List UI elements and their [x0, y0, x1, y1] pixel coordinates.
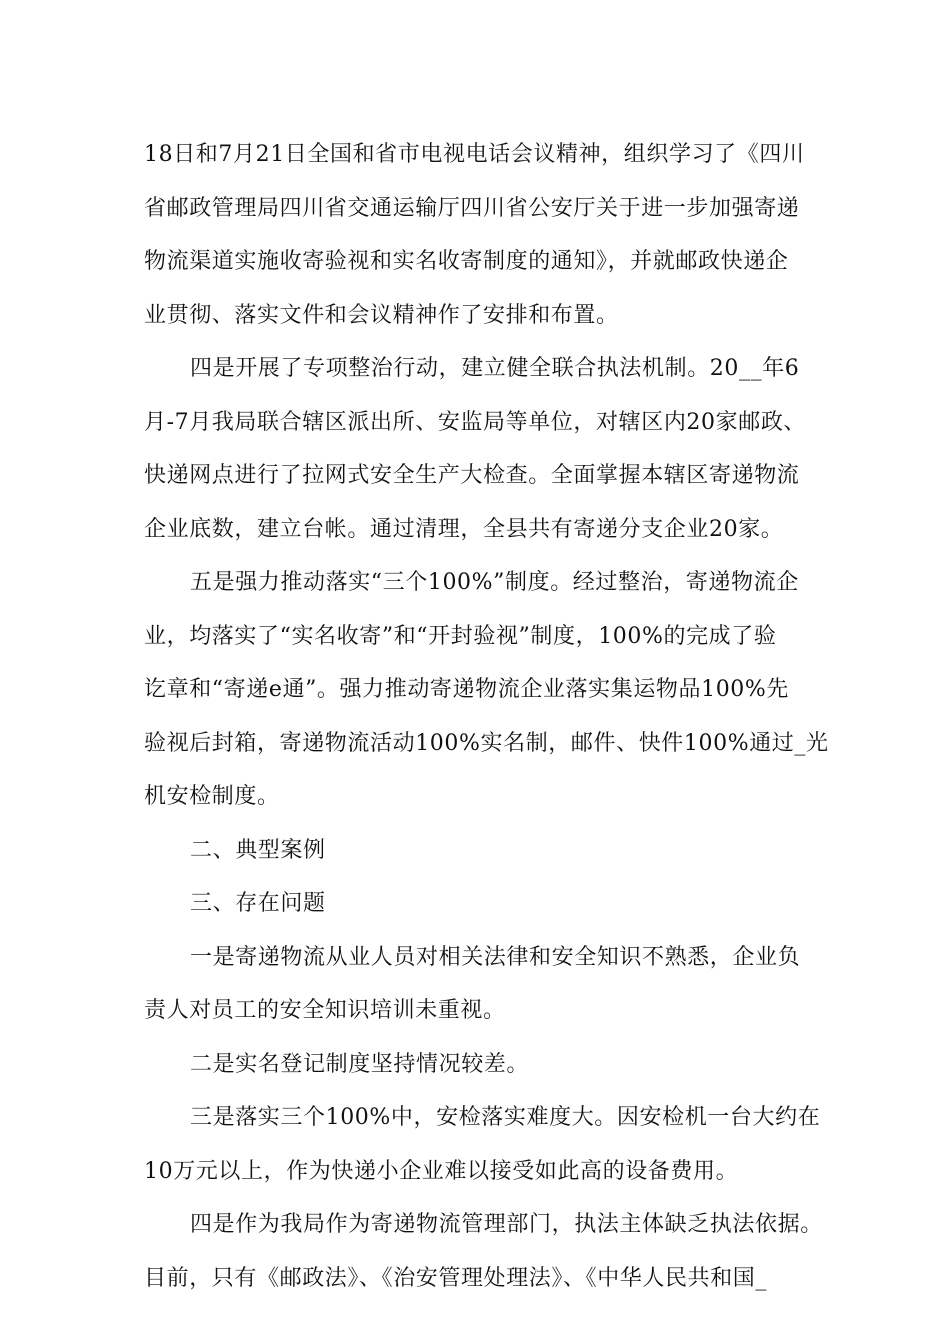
text-line: 18日和7月21日全国和省市电视电话会议精神，组织学习了《四川 [144, 142, 805, 167]
text-line: 目前，只有《邮政法》、《治安管理处理法》、《中华人民共和国_ [144, 1265, 768, 1291]
section-heading: 三、存在问题 [190, 891, 326, 916]
text-line: 快递网点进行了拉网式安全生产大检查。全面掌握本辖区寄递物流 [144, 463, 800, 488]
paragraph-start-line: 三是落实三个100%中，安检落实难度大。因安检机一台大约在 [190, 1105, 821, 1130]
paragraph-start-line: 四是开展了专项整治行动，建立健全联合执法机制。20__年6 [190, 356, 800, 381]
text-line: 责人对员工的安全知识培训未重视。 [144, 998, 506, 1023]
text-line: 月-7月我局联合辖区派出所、安监局等单位，对辖区内20家邮政、 [144, 409, 807, 435]
text-line: 企业底数，建立台帐。通过清理，全县共有寄递分支企业20家。 [144, 516, 784, 542]
paragraph-start-line: 一是寄递物流从业人员对相关法律和安全知识不熟悉，企业负 [190, 944, 801, 970]
text-line: 物流渠道实施收寄验视和实名收寄制度的通知》，并就邮政快递企 [144, 249, 789, 274]
text-line: 业贯彻、落实文件和会议精神作了安排和布置。 [144, 302, 619, 328]
text-line: 10万元以上，作为快递小企业难以接受如此高的设备费用。 [144, 1158, 739, 1184]
paragraph-start-line: 五是强力推动落实“三个100%”制度。经过整治，寄递物流企 [190, 570, 799, 595]
paragraph-start-line: 二是实名登记制度坚持情况较差。 [190, 1051, 530, 1077]
section-heading: 二、典型案例 [190, 837, 326, 863]
paragraph-start-line: 四是作为我局作为寄递物流管理部门，执法主体缺乏执法依据。 [190, 1212, 823, 1237]
document-body [144, 128, 829, 1305]
text-line: 业，均落实了“实名收寄”和“开封验视”制度，100%的完成了验 [144, 623, 777, 649]
text-line: 省邮政管理局四川省交通运输厅四川省公安厅关于进一步加强寄递 [144, 195, 800, 221]
text-line: 机安检制度。 [144, 784, 280, 809]
text-line: 讫章和“寄递e通”。强力推动寄递物流企业落实集运物品100%先 [144, 677, 790, 702]
text-line: 验视后封箱，寄递物流活动100%实名制，邮件、快件100%通过_光 [144, 730, 829, 756]
